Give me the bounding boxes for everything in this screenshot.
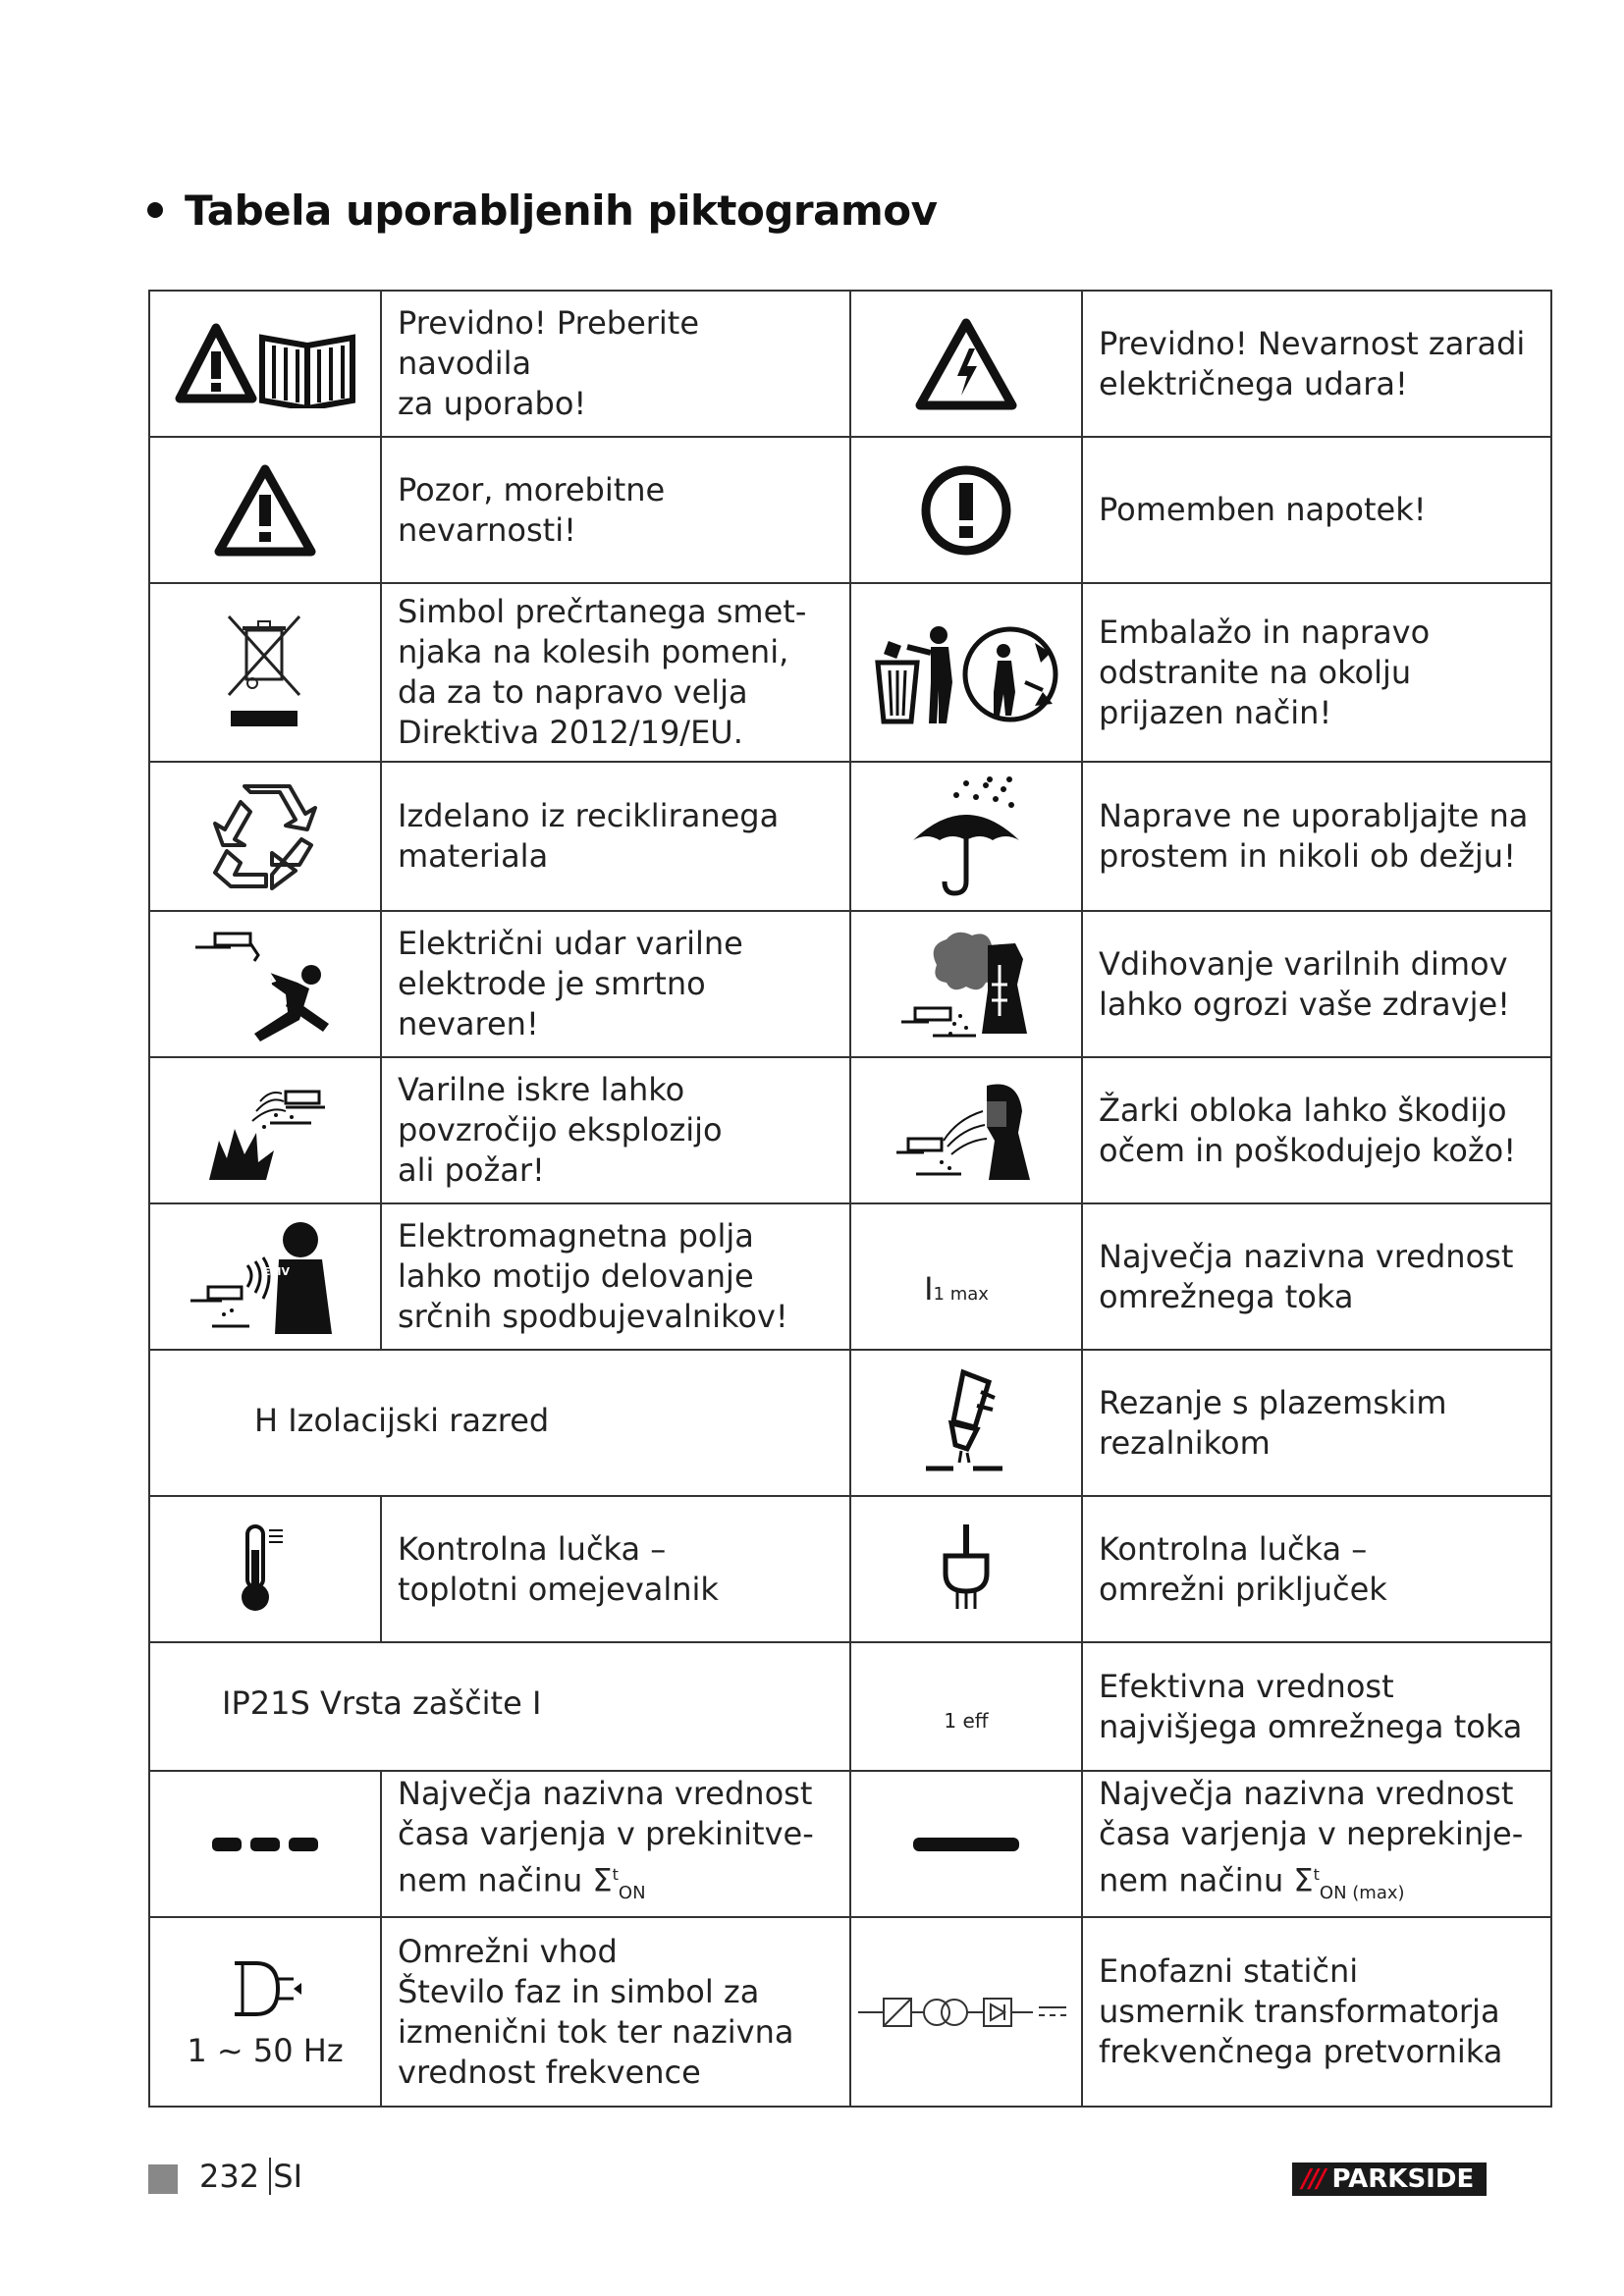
dispose-environment-icon	[868, 614, 1064, 731]
pictogram-description: Največja nazivna vrednost časa varjenja v neprekinje- nem načinu $\Sigma^t_{ON (max)}$	[1082, 1771, 1551, 1917]
pictogram-description: Enofazni statični usmernik transformatorja frekvenčnega pretvornika	[1082, 1917, 1551, 2107]
pictogram-cell	[850, 1496, 1082, 1642]
pictogram-cell	[850, 1917, 1082, 2107]
pictogram-description: Rezanje s plazemskim rezalnikom	[1082, 1350, 1551, 1496]
table-row	[149, 762, 1551, 911]
pictogram-description: Pozor, morebitne nevarnosti!	[381, 437, 850, 583]
pictogram-description: Naprave ne uporabljajte na prostem in nikoli ob dežju!	[1082, 762, 1551, 911]
welding-fumes-icon	[897, 926, 1035, 1043]
insulation-class-cell	[149, 1350, 850, 1496]
protection-class-label: IP21S Vrsta zaščite I	[222, 1684, 542, 1722]
pictogram-description: Kontrolna lučka – omrežni priključek	[1082, 1496, 1551, 1642]
warning-triangle-icon	[211, 461, 319, 560]
parkside-logo: /// PARKSIDE	[1292, 2163, 1487, 2196]
emv-label: EMV	[263, 1264, 290, 1278]
pictogram-cell	[149, 762, 381, 911]
pictogram-description: Vdihovanje varilnih dimov lahko ogrozi vaše zdravje!	[1082, 911, 1551, 1057]
pictogram-description: Pomemben napotek!	[1082, 437, 1551, 583]
crossed-out-bin-icon	[221, 609, 309, 736]
pictogram-table	[148, 290, 1552, 2108]
pictogram-cell	[850, 1350, 1082, 1496]
table-row	[149, 1350, 1551, 1496]
table-row	[149, 1496, 1551, 1642]
pictogram-cell	[149, 1771, 381, 1917]
bullet-icon	[147, 202, 163, 218]
table-row	[149, 583, 1551, 762]
electromagnetic-field-icon	[187, 1216, 344, 1338]
pictogram-description: Simbol prečrtanega smet- njaka na kolesih pomeni, da za to napravo velja Direktiva 2012/19/EU.	[381, 583, 850, 762]
footer-square	[148, 2164, 178, 2194]
pictogram-description: Previdno! Preberite navodila za uporabo!	[381, 291, 850, 437]
heading-text: Tabela uporabljenih piktogramov	[185, 187, 938, 235]
pictogram-cell	[850, 762, 1082, 911]
table-row	[149, 1917, 1551, 2107]
pictogram-cell	[850, 1771, 1082, 1917]
pictogram-description: Največja nazivna vrednost časa varjenja v prekinitve- nem načinu $\Sigma^t_{ON}$	[381, 1771, 850, 1917]
pictogram-cell	[149, 1057, 381, 1203]
electric-shock-warning-icon	[912, 315, 1020, 413]
pictogram-cell	[149, 1496, 381, 1642]
pictogram-description: Elektromagnetna polja lahko motijo delovanje srčnih spodbujevalnikov!	[381, 1203, 850, 1350]
electrode-shock-icon	[191, 926, 339, 1043]
pictogram-description: Previdno! Nevarnost zaradi električnega udara!	[1082, 291, 1551, 437]
pictogram-cell	[850, 1642, 1082, 1771]
pictogram-description: Izdelano iz recikliranega materiala	[381, 762, 850, 911]
umbrella-rain-icon	[907, 775, 1025, 898]
warning-read-manual-icon	[172, 320, 358, 408]
mains-plug-lamp-icon	[932, 1521, 1001, 1619]
insulation-class-label: H Izolacijski razred	[254, 1402, 550, 1439]
important-note-icon	[917, 461, 1015, 560]
pictogram-cell	[850, 911, 1082, 1057]
table-row	[149, 437, 1551, 583]
mains-input-plug-icon	[221, 1955, 309, 2024]
table-row	[149, 1642, 1551, 1771]
table-row	[149, 1771, 1551, 1917]
pictogram-description: Embalažo in napravo odstranite na okolju prijazen način!	[1082, 583, 1551, 762]
table-row	[149, 1057, 1551, 1203]
pictogram-description: Žarki obloka lahko škodijo očem in poškodujejo kožo!	[1082, 1057, 1551, 1203]
sparks-explosion-icon	[201, 1072, 329, 1190]
pictogram-cell	[850, 437, 1082, 583]
frequency-label: 1 ~ 50 Hz	[187, 2031, 344, 2069]
arc-rays-icon	[893, 1072, 1040, 1190]
pictogram-cell	[149, 583, 381, 762]
pictogram-description: Električni udar varilne elektrode je smrtno nevaren!	[381, 911, 850, 1057]
pictogram-description: Največja nazivna vrednost omrežnega toka	[1082, 1203, 1551, 1350]
pictogram-cell	[850, 291, 1082, 437]
table-row	[149, 1203, 1551, 1350]
pictogram-description: Kontrolna lučka – toplotni omejevalnik	[381, 1496, 850, 1642]
pictogram-cell	[149, 291, 381, 437]
recycle-icon	[201, 780, 329, 893]
pictogram-description: Efektivna vrednost najvišjega omrežnega toka	[1082, 1642, 1551, 1771]
plasma-cutter-icon	[912, 1364, 1020, 1482]
pictogram-cell	[149, 911, 381, 1057]
pictogram-cell	[850, 1057, 1082, 1203]
page-heading	[147, 187, 937, 235]
table-row	[149, 911, 1551, 1057]
page-number: 232 SI	[199, 2158, 302, 2195]
pictogram-description: Varilne iskre lahko povzročijo eksplozijo ali požar!	[381, 1057, 850, 1203]
pictogram-description: Omrežni vhod Število faz in simbol za izmenični tok ter nazivna vrednost frekvence	[381, 1917, 850, 2107]
pictogram-cell	[149, 437, 381, 583]
dashed-line-icon	[206, 1830, 324, 1859]
pictogram-cell	[850, 583, 1082, 762]
pictogram-cell	[149, 1917, 381, 2107]
pictogram-cell	[850, 1203, 1082, 1350]
current-max-symbol: I1 max	[924, 1269, 989, 1308]
effective-current-symbol: 1 eff	[944, 1708, 989, 1733]
table-row	[149, 291, 1551, 437]
thermometer-icon	[226, 1521, 304, 1619]
pictogram-cell	[149, 1203, 381, 1350]
inverter-diagram-icon	[856, 1988, 1076, 2037]
solid-line-icon	[907, 1830, 1025, 1859]
protection-class-cell	[149, 1642, 850, 1771]
